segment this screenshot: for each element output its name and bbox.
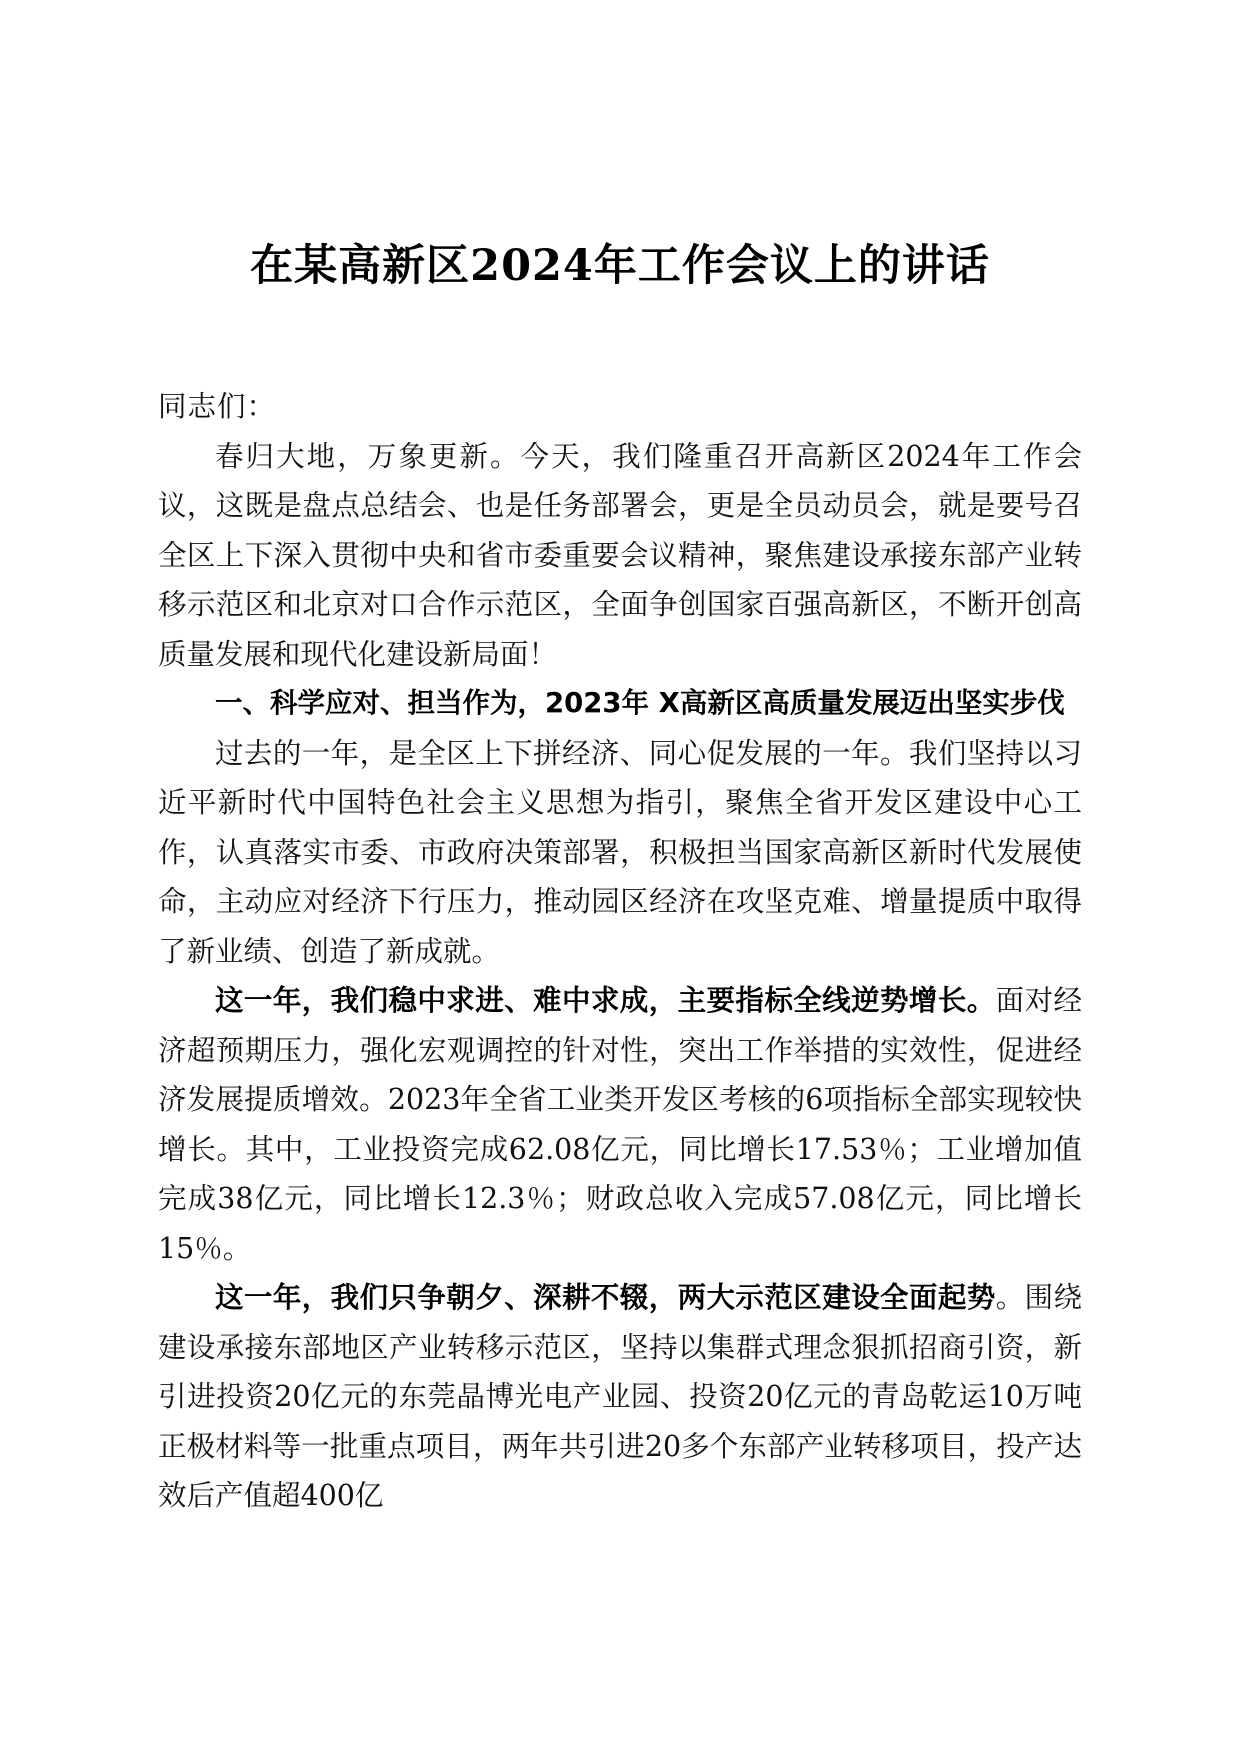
salutation: 同志们： [158, 390, 277, 423]
paragraph-text: 。围绕建设承接东部地区产业转移示范区，坚持以集群式理念狠抓招商引资，新引进投资20亿元的东莞晶博光电产业园、投资20亿元的青岛乾运10万吨正极材料等一批重点项目，两年共引进20多个东部产业转移项目，投产达效后产值超400亿 [158, 1281, 1082, 1512]
paragraph-lead: 这一年，我们稳中求进、难中求成，主要指标全线逆势增长。 [215, 983, 996, 1017]
paragraph-indicators [158, 976, 1082, 1273]
paragraph-text: 面对经济超预期压力，强化宏观调控的针对性，突出工作举措的实效性，促进经济发展提质增效。2023年全省工业类开发区考核的6项指标全部实现较快增长。其中，工业投资完成62.08亿元，同比增长17.53％；工业增加值完成38亿元，同比增长12.3％；财政总收入完成57.08亿元，同比增长15％。 [158, 984, 1082, 1265]
paragraph-review: 过去的一年，是全区上下拼经济、同心促发展的一年。我们坚持以习近平新时代中国特色社会主义思想为指引，聚焦全省开发区建设中心工作，认真落实市委、市政府决策部署，积极担当国家高新区新时代发展使命，主动应对经济下行压力，推动园区经济在攻坚克难、增量提质中取得了新业绩、创造了新成就。 [158, 736, 1082, 968]
paragraph-lead: 这一年，我们只争朝夕、深耕不辍，两大示范区建设全面起势 [215, 1280, 996, 1314]
document-title: 在某高新区2024年工作会议上的讲话 [250, 241, 990, 291]
paragraph-opening: 春归大地，万象更新。今天，我们隆重召开高新区2024年工作会议，这既是盘点总结会、也是任务部署会，更是全员动员会，就是要号召全区上下深入贯彻中央和省市委重要会议精神，聚焦建设承接东部产业转移示范区和北京对口合作示范区，全面争创国家百强高新区，不断开创高质量发展和现代化建设新局面！ [158, 439, 1082, 671]
document-body [158, 382, 1082, 1521]
paragraph-demonstration-zones [158, 1273, 1082, 1521]
section-heading-1: 一、科学应对、担当作为，2023年 X高新区高质量发展迈出坚实步伐 [215, 687, 1065, 719]
